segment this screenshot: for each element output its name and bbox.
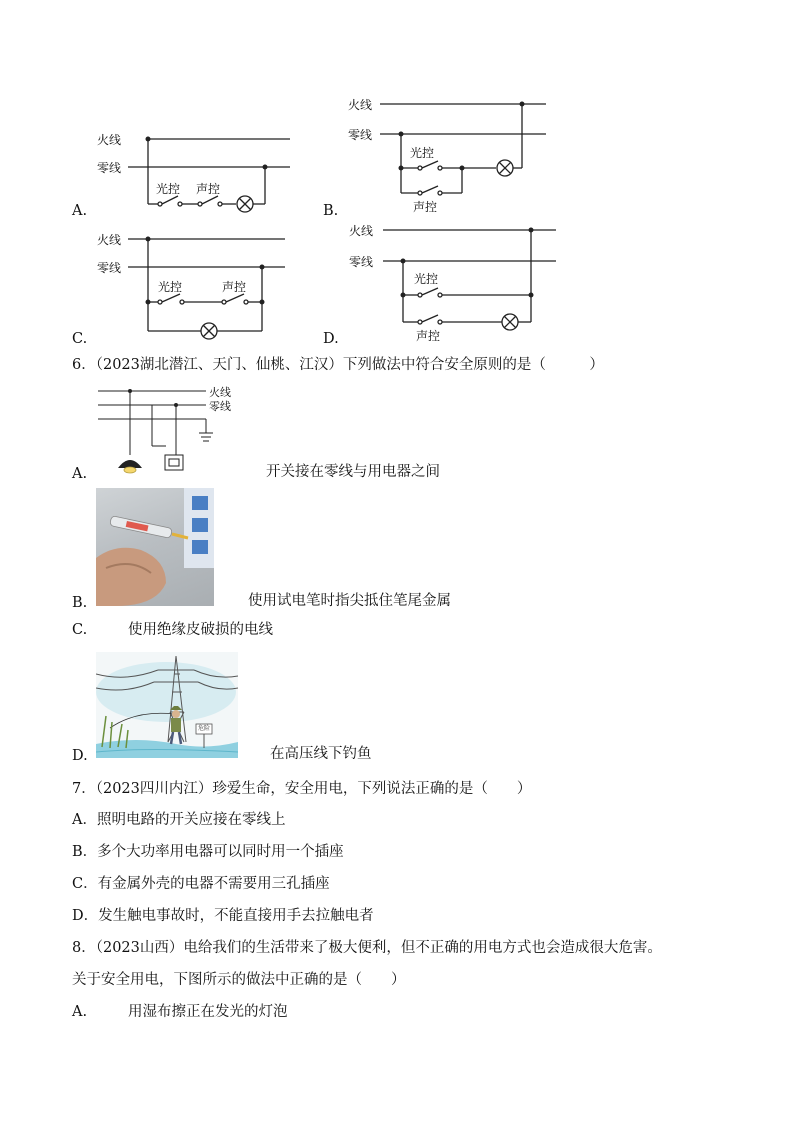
question-6-stem: 6．（2023湖北潜江、天门、仙桃、江汉）下列做法中符合安全原则的是（ ）	[72, 357, 604, 373]
q6-option-d-letter: D.	[72, 748, 88, 764]
q7-option-b: B．多个大功率用电器可以同时用一个插座	[72, 844, 344, 860]
option-d-letter: D.	[323, 331, 339, 347]
live-wire-label: 火线	[348, 98, 373, 112]
light-switch-label: 光控	[410, 146, 435, 160]
q7-option-a: A．照明电路的开关应接在零线上	[72, 812, 286, 828]
sound-switch-label: 声控	[222, 280, 247, 294]
live-wire-label: 火线	[97, 233, 122, 247]
fishing-under-power-line-illustration	[96, 652, 238, 758]
live-wire-label: 火线	[97, 133, 122, 147]
question-8-stem-line-2: 关于安全用电，下图所示的做法中正确的是（ ）	[72, 972, 406, 988]
option-a-letter: A.	[72, 203, 88, 219]
option-c-letter: C.	[72, 331, 88, 347]
light-switch-label: 光控	[156, 182, 181, 196]
q7-option-d: D．发生触电事故时，不能直接用手去拉触电者	[72, 908, 374, 924]
live-wire-label: 火线	[349, 224, 374, 238]
q7-option-c: C．有金属外壳的电器不需要用三孔插座	[72, 876, 330, 892]
light-switch-label: 光控	[414, 272, 439, 286]
q6-live-wire-label: 火线	[209, 386, 231, 399]
neutral-wire-label: 零线	[349, 255, 374, 269]
q6-option-b-text: 使用试电笔时指尖抵住笔尾金属	[248, 593, 451, 609]
q6-option-c-text: 使用绝缘皮破损的电线	[128, 622, 273, 638]
sound-switch-label: 声控	[413, 200, 438, 214]
sound-switch-label: 声控	[196, 182, 221, 196]
q8-option-a-text: 用湿布擦正在发光的灯泡	[128, 1004, 288, 1020]
question-8-stem-line-1: 8．（2023山西）电给我们的生活带来了极大便利，但不正确的用电方式也会造成很大危害。	[72, 940, 662, 956]
q6-option-a-text: 开关接在零线与用电器之间	[266, 464, 440, 480]
light-switch-label: 光控	[158, 280, 183, 294]
neutral-wire-label: 零线	[348, 128, 373, 142]
q6-option-b-letter: B.	[72, 595, 88, 611]
q6-option-d-text: 在高压线下钓鱼	[270, 746, 372, 762]
test-pen-photo	[96, 488, 214, 606]
q6-option-c-letter: C.	[72, 622, 88, 638]
neutral-wire-label: 零线	[97, 161, 122, 175]
neutral-wire-label: 零线	[97, 261, 122, 275]
q6-option-a-letter: A.	[72, 466, 88, 482]
q8-option-a-letter: A.	[72, 1004, 88, 1020]
q6-neutral-wire-label: 零线	[209, 400, 231, 413]
sound-switch-label: 声控	[416, 329, 441, 343]
question-7-stem: 7．（2023四川内江）珍爱生命，安全用电，下列说法正确的是（ ）	[72, 781, 532, 797]
option-b-letter: B.	[323, 203, 339, 219]
danger-sign: 危险	[198, 725, 211, 732]
